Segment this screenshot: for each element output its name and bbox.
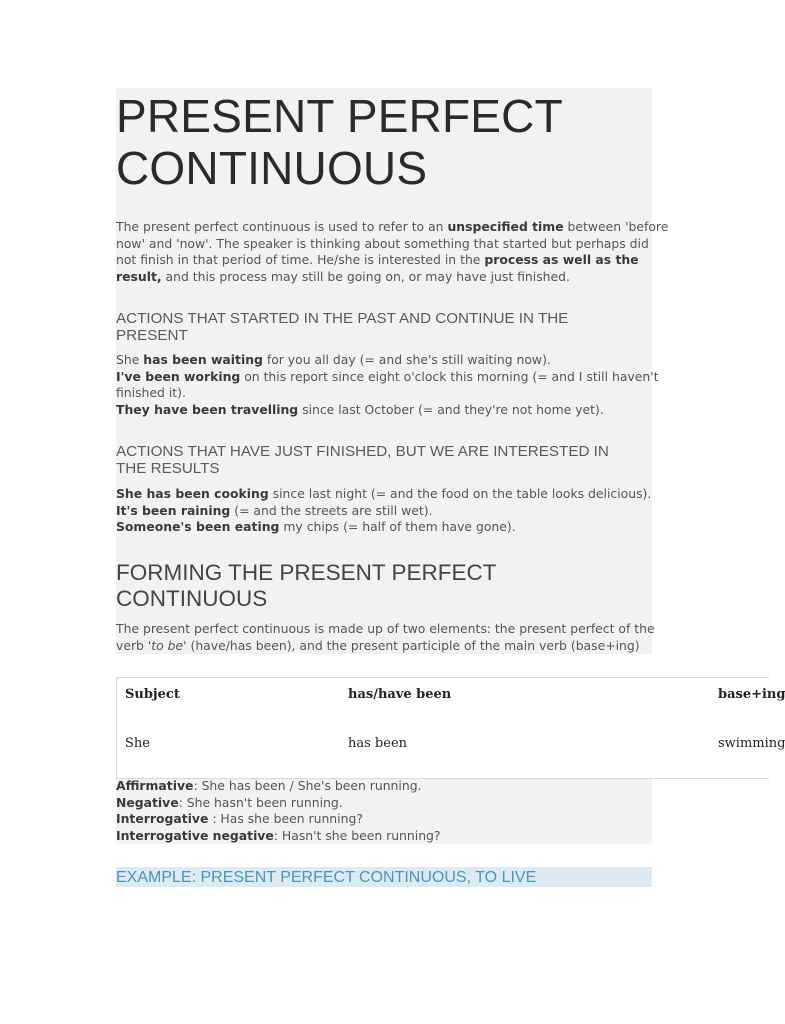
section2-heading bbox=[116, 443, 646, 477]
form-interrogative-negative bbox=[116, 828, 644, 845]
section2-heading-line2: THE RESULTS bbox=[116, 460, 220, 477]
form-negative bbox=[116, 795, 644, 812]
table-header-participle: base+ing bbox=[718, 687, 785, 702]
example-text: since last October (= and they're not home yet). bbox=[298, 401, 604, 417]
example-sentence-continued bbox=[116, 385, 644, 402]
example-text: my chips (= half of them have gone). bbox=[279, 519, 516, 535]
form-interrogative bbox=[116, 811, 644, 828]
example-verb: I've been working bbox=[116, 368, 241, 384]
section2-heading-line1: ACTIONS THAT HAVE JUST FINISHED, BUT WE ARE INTERESTED IN bbox=[116, 443, 609, 460]
example-sentence bbox=[116, 503, 644, 520]
table-cell-auxiliary: has been bbox=[348, 736, 408, 751]
intro-emphasis: unspecified time bbox=[447, 219, 564, 234]
intro-paragraph bbox=[116, 219, 669, 285]
example-sentence bbox=[116, 519, 644, 536]
intro-text: and this process may still be going on, or may have just finished. bbox=[161, 268, 570, 284]
forming-heading bbox=[116, 560, 636, 612]
table-header-subject: Subject bbox=[125, 687, 180, 702]
example-verb: They have been travelling bbox=[116, 401, 299, 417]
example-text: for you all day (= and she's still waiting now). bbox=[262, 352, 551, 367]
table-cell-participle: swimming bbox=[718, 736, 785, 751]
forming-text: verb bbox=[116, 637, 148, 653]
table-header-auxiliary: has/have been bbox=[348, 687, 452, 702]
structure-table bbox=[116, 677, 785, 779]
example-sentence bbox=[116, 486, 652, 503]
forming-heading-line1: FORMING THE PRESENT PERFECT bbox=[116, 560, 497, 585]
form-label: Interrogative bbox=[116, 811, 209, 827]
intro-emphasis: result, bbox=[116, 268, 162, 284]
example-text: (= and the streets are still wet). bbox=[230, 502, 433, 518]
example-sentence bbox=[116, 402, 644, 419]
form-affirmative bbox=[116, 778, 644, 795]
page-title-line1: PRESENT PERFECT bbox=[116, 90, 563, 142]
forming-text: (have/has been), and the present participle of the main verb (base+ing) bbox=[186, 637, 640, 653]
form-label: Negative bbox=[116, 794, 179, 810]
example-sentence bbox=[116, 368, 659, 386]
example-text: She bbox=[116, 352, 144, 367]
section2-examples bbox=[116, 486, 652, 536]
intro-text: now' and 'now'. The speaker is thinking about something that started but perhaps did bbox=[116, 235, 649, 251]
form-text: : Has she been running? bbox=[208, 811, 363, 827]
example-text: finished it). bbox=[116, 385, 186, 401]
example-verb: It's been raining bbox=[116, 502, 231, 518]
form-text: : She has been / She's been running. bbox=[193, 778, 422, 793]
forming-italic: 'to be' bbox=[147, 637, 187, 653]
form-text: : Hasn't she been running? bbox=[273, 827, 441, 843]
forming-text: The present perfect continuous is made up of two elements: the present perfect of the bbox=[116, 621, 655, 636]
page-title-line2: CONTINUOUS bbox=[116, 142, 428, 194]
form-label: Interrogative negative bbox=[116, 827, 274, 843]
example-verb: Someone's been eating bbox=[116, 519, 280, 535]
intro-text: not finish in that period of time. He/she is interested in the bbox=[116, 252, 485, 268]
form-label: Affirmative bbox=[116, 778, 194, 793]
intro-emphasis: process as well as the bbox=[484, 252, 639, 268]
form-text: : She hasn't been running. bbox=[178, 794, 343, 810]
section1-heading bbox=[116, 310, 646, 344]
intro-text: between 'before bbox=[563, 219, 669, 234]
section1-heading-line1: ACTIONS THAT STARTED IN THE PAST AND CONTINUE IN THE bbox=[116, 310, 569, 327]
example-text: on this report since eight o'clock this morning (= and I still haven't bbox=[240, 368, 659, 384]
example-heading: EXAMPLE: PRESENT PERFECT CONTINUOUS, TO LIVE bbox=[116, 869, 537, 886]
example-verb: She has been cooking bbox=[116, 486, 269, 501]
forming-heading-line2: CONTINUOUS bbox=[116, 586, 268, 611]
example-sentence bbox=[116, 352, 644, 369]
intro-text: The present perfect continuous is used to refer to an bbox=[116, 219, 448, 234]
example-verb: has been waiting bbox=[143, 352, 263, 367]
page-title bbox=[116, 90, 636, 194]
table-cell-subject: She bbox=[125, 736, 150, 751]
section1-examples bbox=[116, 352, 659, 418]
example-text: since last night (= and the food on the table looks delicious). bbox=[268, 486, 652, 501]
section1-heading-line2: PRESENT bbox=[116, 327, 188, 344]
sentence-forms bbox=[116, 778, 644, 844]
forming-paragraph bbox=[116, 621, 655, 654]
